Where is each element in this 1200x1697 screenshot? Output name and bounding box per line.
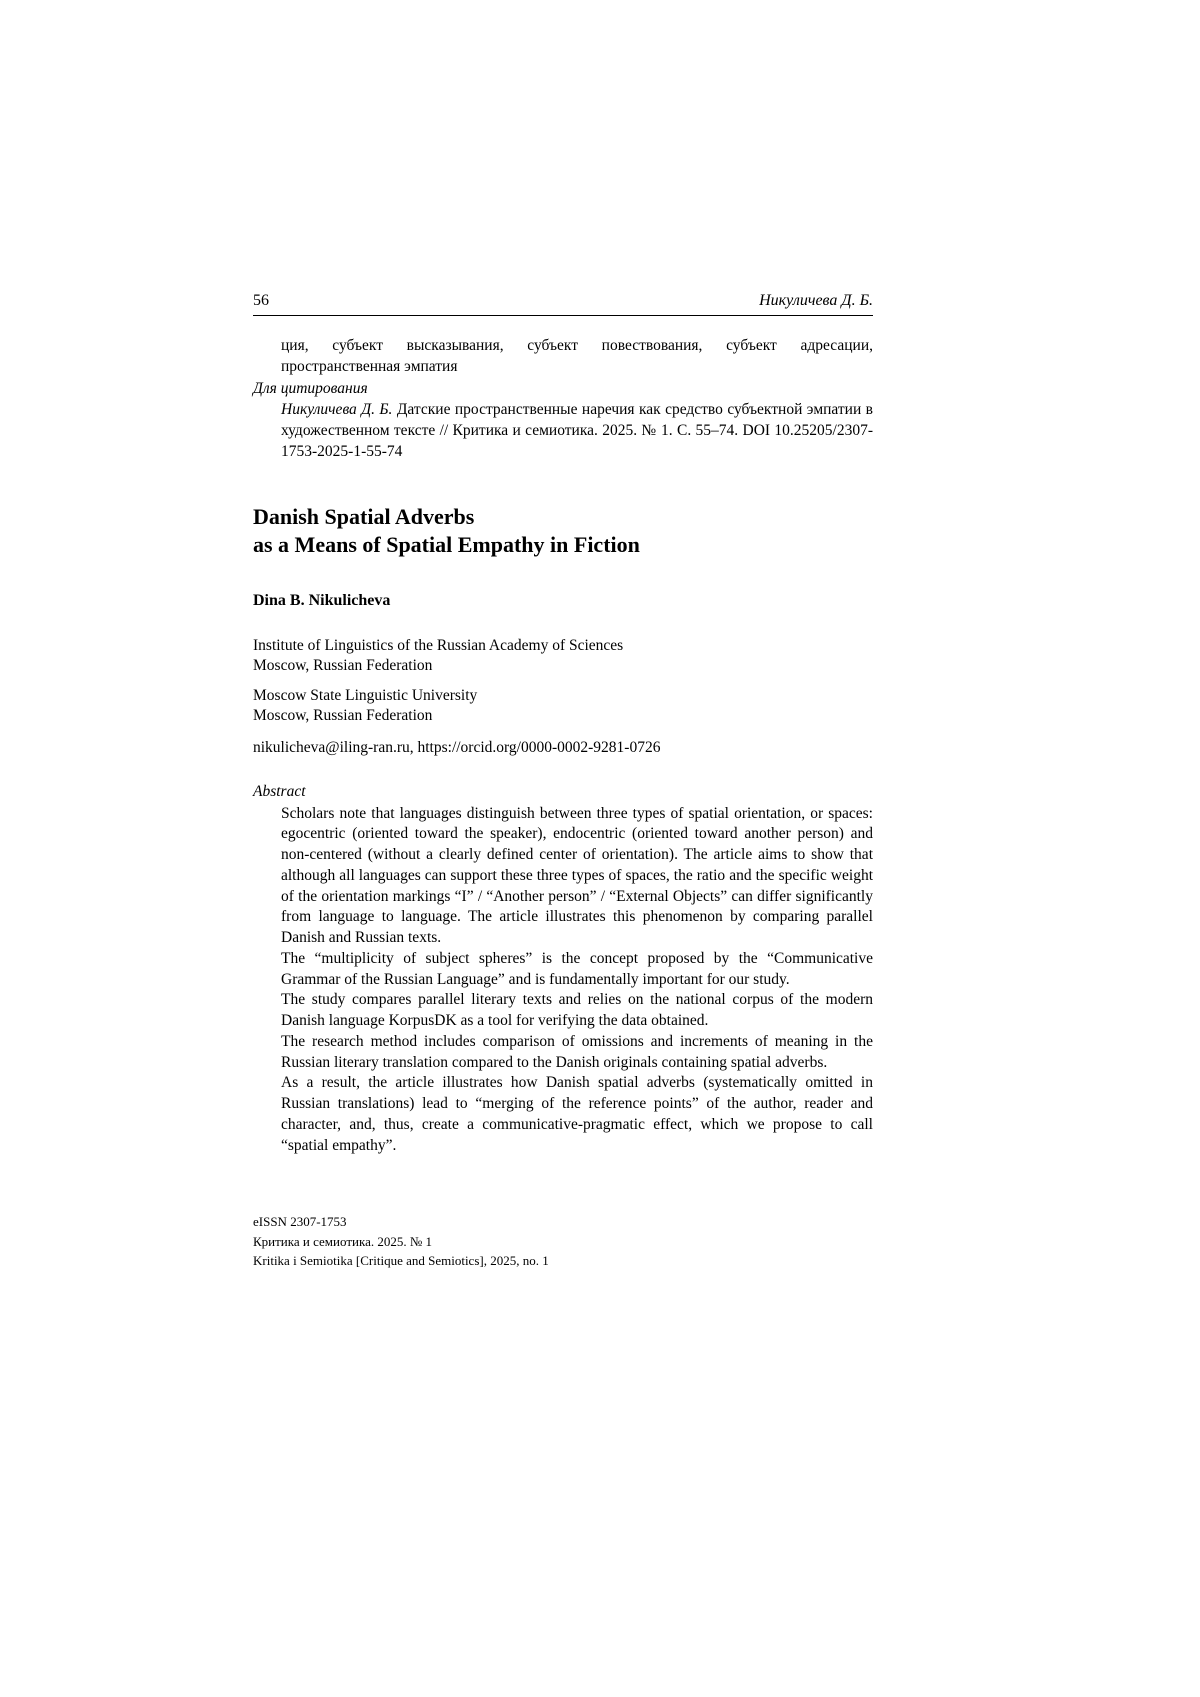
- citation-label: Для цитирования: [253, 379, 368, 397]
- article-title: Danish Spatial Adverbs as a Means of Spatial Empathy in Fiction: [253, 503, 640, 558]
- abstract-body: [281, 804, 873, 1157]
- author-name: Dina B. Nikulicheva: [253, 591, 391, 609]
- affiliation-institute-linguistics: Institute of Linguistics of the Russian Academy of Sciences Moscow, Russian Federation: [253, 636, 624, 675]
- abstract-paragraph-3: The study compares parallel literary texts and relies on the national corpus of the modern Danish language KorpusDK as a tool for verifying the data obtained.: [281, 991, 873, 1030]
- footer-eissn: eISSN 2307-1753: [253, 1214, 347, 1229]
- page-footer: [253, 1212, 549, 1271]
- running-head-author: Никуличева Д. Б.: [759, 292, 873, 309]
- running-header: [253, 292, 873, 316]
- page-number: 56: [253, 292, 269, 309]
- abstract-heading: Abstract: [253, 782, 306, 800]
- abstract-paragraph-4: The research method includes comparison of omissions and increments of meaning in the Russian literary translation compared to the Danish originals containing spatial adverbs.: [281, 1032, 873, 1071]
- abstract-paragraph-5: As a result, the article illustrates how Danish spatial adverbs (systematically omitted in Russian translations) lead to “merging of the reference points” of the author, reader and character, and, thus, create a communicative-pragmatic effect, which we propose to call “spatial empathy”.: [281, 1074, 873, 1154]
- footer-journal-ru: Критика и семиотика. 2025. № 1: [253, 1233, 433, 1249]
- citation-author: Никуличева Д. Б.: [281, 400, 393, 418]
- footer-journal-en: Kritika i Semiotika [Critique and Semiotics], 2025, no. 1: [253, 1253, 549, 1268]
- page-content: [253, 292, 873, 1157]
- citation: [281, 400, 873, 463]
- citation-text: Датские пространственные наречия как средство субъектной эмпатии в художественном тексте // Критика и семиотика. 2025. № 1. С. 55–74. DOI 10.25205/2307-1753-2025-1-55-74: [281, 400, 874, 460]
- contact-line: nikulicheva@iling-ran.ru, https://orcid.org/0000-0002-9281-0726: [253, 738, 661, 756]
- affiliation-moscow-linguistic-university: Moscow State Linguistic University Moscow, Russian Federation: [253, 686, 478, 725]
- abstract-paragraph-2: The “multiplicity of subject spheres” is the concept proposed by the “Communicative Grammar of the Russian Language” and is fundamentally important for our study.: [281, 949, 873, 988]
- abstract-paragraph-1: Scholars note that languages distinguish between three types of spatial orientation, or spaces: egocentric (oriented toward the speaker), endocentric (oriented toward another person) and non-centered (without a clearly defined center of orientation). The article aims to show that although all languages can support these three types of spaces, the ratio and the specific weight of the orientation markings “I” / “Another person” / “External Objects” can differ significantly from language to language. The article illustrates this phenomenon by comparing parallel Danish and Russian texts.: [281, 804, 873, 947]
- keywords-continuation: ция, субъект высказывания, субъект повествования, субъект адресации, пространственная эмпатия: [281, 337, 873, 375]
